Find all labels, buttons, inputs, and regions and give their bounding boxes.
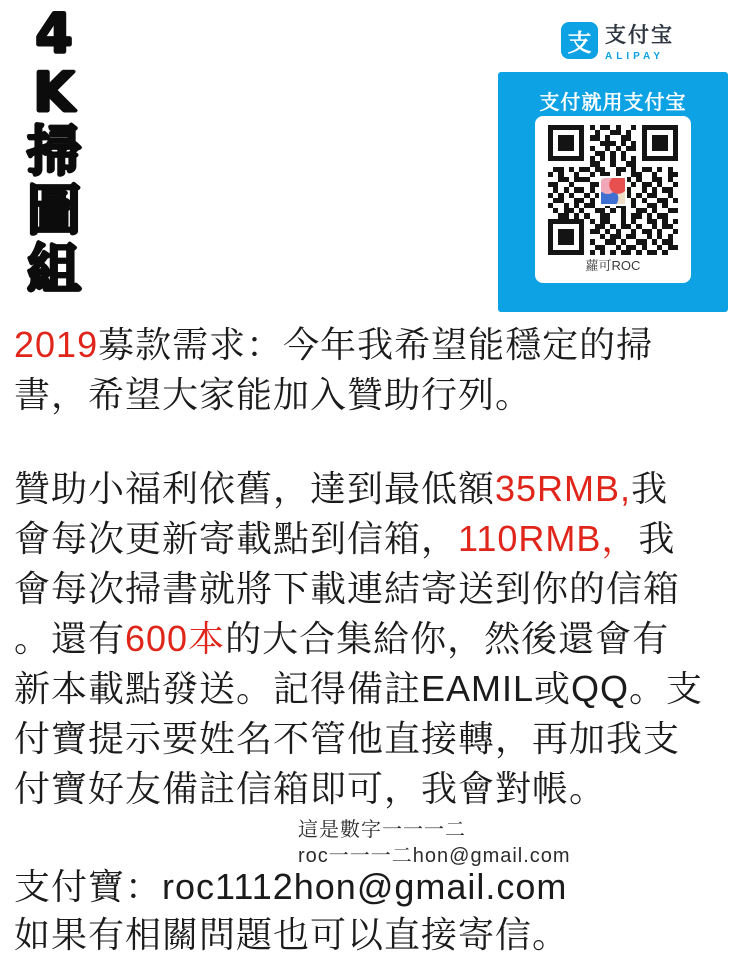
- highlight-text: 110RMB，: [458, 518, 639, 559]
- qr-caption: 蘿可ROC: [585, 258, 641, 273]
- group-title-char: 圖: [27, 179, 81, 242]
- alipay-brand-text: [605, 19, 674, 62]
- alipay-icon: [561, 22, 598, 59]
- alipay-wordmark: 支付宝: [605, 24, 674, 47]
- alipay-qr-panel: [498, 72, 728, 312]
- body-text-segment: 書，希望大家能加入贊助行列。: [14, 374, 533, 415]
- qr-center-sticker: [599, 176, 627, 206]
- body-text-segment: 會每次更新寄載點到信箱，: [14, 518, 459, 559]
- body-text-segment: 我: [631, 468, 669, 509]
- qr-card: [535, 116, 691, 283]
- group-title-char: 4: [35, 2, 73, 65]
- body-text-segment: 我: [638, 518, 676, 559]
- group-title: [12, 4, 96, 299]
- qr-header-text: 支付就用支付宝: [539, 92, 687, 114]
- note-line-email: roc一一一二hon@gmail.com: [298, 845, 571, 867]
- group-title-char: 組: [27, 238, 81, 301]
- text-line: [14, 464, 732, 514]
- text-line: [14, 564, 732, 614]
- body-text-segment: 付寶好友備註信箱即可，我會對帳。: [14, 768, 607, 809]
- highlight-text: 35RMB,: [495, 468, 632, 509]
- text-line: [14, 614, 732, 664]
- body-text-segment: 會每次掃書就將下載連結寄送到你的信箱: [14, 568, 681, 609]
- alipay-subtitle: ALIPAY: [605, 51, 665, 62]
- body-text-segment: 新本載點發送。記得備註EAMIL或QQ。支: [14, 668, 704, 709]
- footer: [14, 863, 569, 959]
- text-line: [14, 714, 732, 764]
- body-text-segment: 。還有: [14, 618, 126, 659]
- text-line: [14, 664, 732, 714]
- body-text-segment: 募款需求：今年我希望能穩定的掃: [98, 324, 654, 365]
- alipay-icon-glyph: 支: [567, 30, 592, 57]
- alipay-logo: [561, 19, 674, 62]
- body-text-segment: 贊助小福利依舊，達到最低額: [14, 468, 496, 509]
- body-text: [14, 320, 732, 814]
- body-text-segment: 的大合集給你，然後還會有: [225, 618, 670, 659]
- text-line: [14, 764, 732, 814]
- text-line: [14, 370, 732, 420]
- contact-note-line: 如果有相關問題也可以直接寄信。: [14, 914, 570, 955]
- group-title-char: 掃: [27, 120, 81, 183]
- text-line: [14, 320, 732, 370]
- highlight-text: 600本: [125, 618, 226, 659]
- group-title-char: K: [33, 61, 75, 124]
- note-line-digits: 這是數字一一一二: [298, 819, 466, 841]
- paragraph-sponsor-tiers: [14, 464, 732, 814]
- email-digits-note: [298, 817, 571, 869]
- alipay-account-line: 支付寶：roc1112hon@gmail.com: [14, 866, 568, 907]
- body-text-segment: 付寶提示要姓名不管他直接轉，再加我支: [14, 718, 681, 759]
- text-line: [14, 514, 732, 564]
- paragraph-fundraising: [14, 320, 732, 420]
- highlight-text: 2019: [14, 324, 99, 365]
